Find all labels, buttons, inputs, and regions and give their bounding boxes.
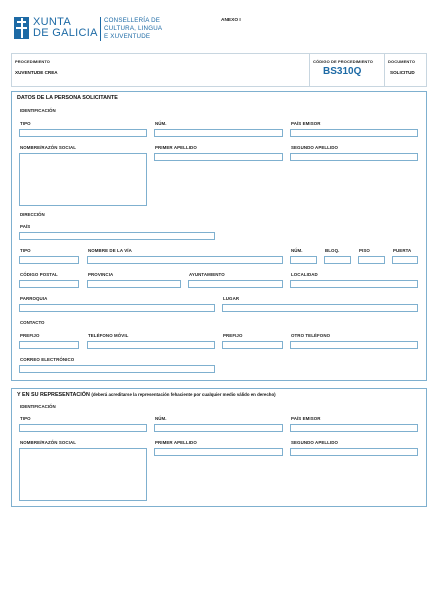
num-label: NÚM. <box>155 121 167 126</box>
segundo-apellido-field[interactable] <box>290 153 418 161</box>
rep-tipo-label: TIPO <box>20 416 31 421</box>
procedimiento-label: PROCEDIMIENTO <box>15 59 51 64</box>
pais-emisor-label: PAÍS EMISOR <box>291 121 321 126</box>
rep-nombre-label: NOMBRE/RAZÓN SOCIAL <box>20 440 77 445</box>
rep-num-label: NÚM. <box>155 416 167 421</box>
tipo-via-label: TIPO <box>20 248 31 253</box>
ayuntamiento-field[interactable] <box>188 280 283 288</box>
logo-divider <box>100 17 101 41</box>
xunta-logo <box>14 16 102 42</box>
bloq-label: BLOQ. <box>325 248 340 253</box>
num-field[interactable] <box>154 129 283 137</box>
num-via-label: NÚM. <box>291 248 303 253</box>
nombre-label: NOMBRE/RAZÓN SOCIAL <box>20 145 77 150</box>
movil-label: TELÉFONO MÓVIL <box>88 333 129 338</box>
rep-tipo-field[interactable] <box>19 424 147 432</box>
prefijo-1-label: PREFIJO <box>20 333 40 338</box>
piso-label: PISO <box>359 248 370 253</box>
logo-text-xunta: XUNTA <box>33 16 71 28</box>
tipo-via-field[interactable] <box>19 256 79 264</box>
rep-primer-apellido-field[interactable] <box>154 448 283 456</box>
procedimiento-value: XUVENTUDE CREA <box>15 70 58 75</box>
prefijo-2-label: PREFIJO <box>223 333 243 338</box>
bloq-field[interactable] <box>324 256 351 264</box>
documento-label: DOCUMENTO <box>388 59 416 64</box>
logo-text-galicia: DE GALICIA <box>33 27 98 39</box>
provincia-label: PROVINCIA <box>88 272 114 277</box>
pais-emisor-field[interactable] <box>290 129 418 137</box>
codigo-postal-field[interactable] <box>19 280 79 288</box>
correo-label: CORREO ELECTRÓNICO <box>20 357 75 362</box>
primer-apellido-label: PRIMER APELLIDO <box>155 145 197 150</box>
rep-segundo-apellido-field[interactable] <box>290 448 418 456</box>
prefijo-2-field[interactable] <box>222 341 283 349</box>
parroquia-label: PARROQUIA <box>20 296 48 301</box>
pais-field[interactable] <box>19 232 215 240</box>
conselleria-line-2: CULTURA, LINGUA <box>104 25 163 32</box>
codigo-label: CÓDIGO DE PROCEDIMIENTO <box>313 59 374 64</box>
rep-pais-emisor-label: PAÍS EMISOR <box>291 416 321 421</box>
xunta-emblem-icon <box>14 17 29 39</box>
nombre-via-label: NOMBRE DE LA VÍA <box>88 248 132 253</box>
tipo-label: TIPO <box>20 121 31 126</box>
identificacion-label: IDENTIFICACIÓN <box>20 108 56 113</box>
parroquia-field[interactable] <box>19 304 215 312</box>
representante-title-text: Y EN SU REPRESENTACIÓN <box>17 392 90 398</box>
codigo-value: BS310Q <box>323 66 362 77</box>
otro-telefono-field[interactable] <box>290 341 418 349</box>
rep-num-field[interactable] <box>154 424 283 432</box>
rep-primer-apellido-label: PRIMER APELLIDO <box>155 440 197 445</box>
correo-field[interactable] <box>19 365 215 373</box>
contacto-label: CONTACTO <box>20 320 45 325</box>
representante-title <box>17 392 276 398</box>
nombre-field[interactable] <box>19 153 147 206</box>
primer-apellido-field[interactable] <box>154 153 283 161</box>
rep-nombre-field[interactable] <box>19 448 147 501</box>
provincia-field[interactable] <box>87 280 181 288</box>
codigo-postal-label: CÓDIGO POSTAL <box>20 272 58 277</box>
solicitante-title: DATOS DE LA PERSONA SOLICITANTE <box>17 95 118 101</box>
segundo-apellido-label: SEGUNDO APELLIDO <box>291 145 339 150</box>
ayuntamiento-label: AYUNTAMIENTO <box>189 272 225 277</box>
nombre-via-field[interactable] <box>87 256 283 264</box>
procedure-divider-1 <box>309 53 310 87</box>
movil-field[interactable] <box>87 341 215 349</box>
pais-label: PAÍS <box>20 224 31 229</box>
rep-segundo-apellido-label: SEGUNDO APELLIDO <box>291 440 339 445</box>
conselleria-line-3: E XUVENTUDE <box>104 33 151 40</box>
num-via-field[interactable] <box>290 256 317 264</box>
localidad-label: LOCALIDAD <box>291 272 318 277</box>
rep-identificacion-label: IDENTIFICACIÓN <box>20 404 56 409</box>
prefijo-1-field[interactable] <box>19 341 79 349</box>
procedure-divider-2 <box>384 53 385 87</box>
direccion-label: DIRECCIÓN <box>20 212 45 217</box>
puerta-label: PUERTA <box>393 248 412 253</box>
documento-value: SOLICITUD <box>390 70 415 75</box>
puerta-field[interactable] <box>392 256 418 264</box>
piso-field[interactable] <box>358 256 385 264</box>
anexo-label: ANEXO I <box>221 18 241 23</box>
rep-pais-emisor-field[interactable] <box>290 424 418 432</box>
lugar-label: LUGAR <box>223 296 240 301</box>
representante-title-note: (deberá acreditarse la representación fehaciente por cualquier medio válido en derecho) <box>91 392 276 397</box>
localidad-field[interactable] <box>290 280 418 288</box>
tipo-field[interactable] <box>19 129 147 137</box>
lugar-field[interactable] <box>222 304 418 312</box>
otro-telefono-label: OTRO TELÉFONO <box>291 333 331 338</box>
conselleria-line-1: CONSELLERÍA DE <box>104 17 161 24</box>
